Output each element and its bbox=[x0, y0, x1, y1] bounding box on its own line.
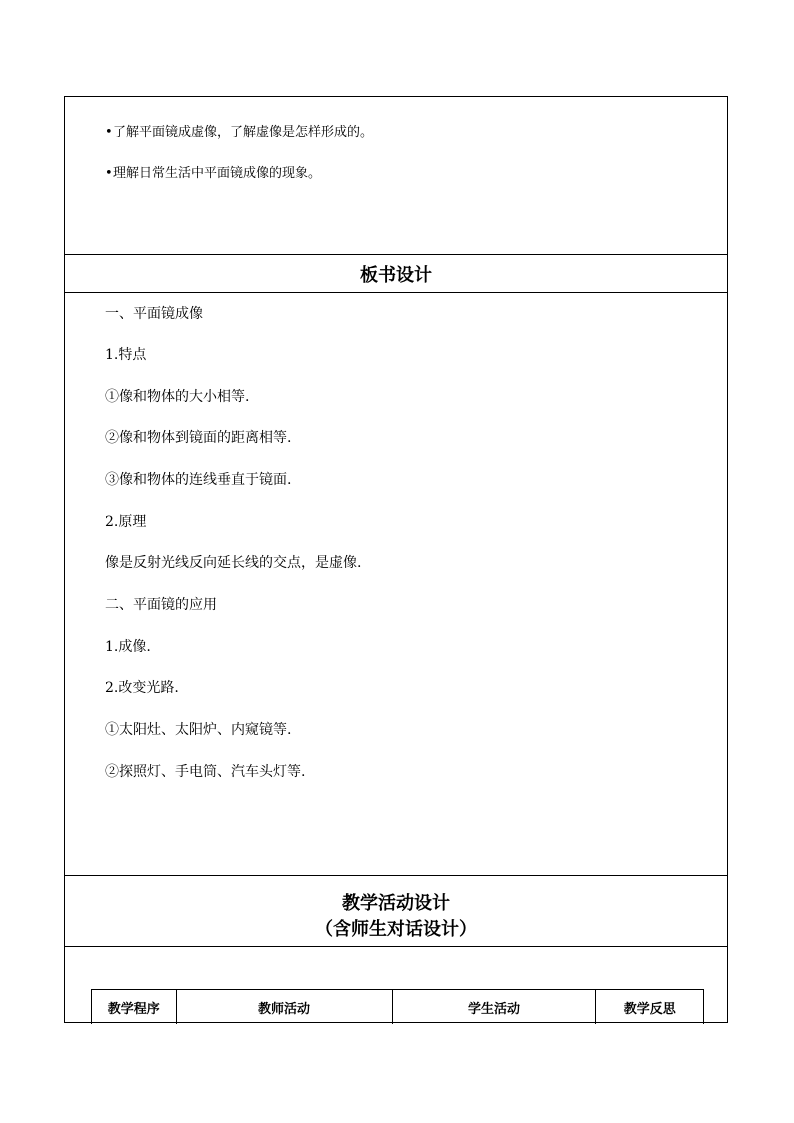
activity-design-subtitle: （含师生对话设计） bbox=[315, 919, 477, 940]
board-design-header bbox=[65, 254, 727, 293]
column-header: 教师活动 bbox=[176, 990, 392, 1025]
board-line: ①像和物体的大小相等. bbox=[105, 389, 250, 405]
board-design-title: 板书设计 bbox=[360, 265, 432, 286]
column-header: 教学程序 bbox=[92, 990, 177, 1025]
lesson-plan-table bbox=[64, 96, 728, 1023]
board-line: 1.特点 bbox=[105, 347, 147, 363]
board-design-body bbox=[65, 293, 727, 876]
board-line: ②探照灯、手电筒、汽车头灯等. bbox=[105, 764, 306, 780]
activity-design-header bbox=[65, 876, 727, 947]
activity-table-header-row bbox=[92, 990, 704, 1025]
board-line: ③像和物体的连线垂直于镜面. bbox=[105, 472, 292, 488]
board-line: ②像和物体到镜面的距离相等. bbox=[105, 430, 292, 446]
board-line: 2.改变光路. bbox=[105, 680, 179, 696]
board-line: 二、平面镜的应用 bbox=[105, 597, 217, 613]
objectives-section bbox=[65, 97, 727, 255]
objective-item: •理解日常生活中平面镜成像的现象。 bbox=[105, 166, 322, 181]
activity-design-body bbox=[65, 947, 727, 1024]
board-line: 一、平面镜成像 bbox=[105, 306, 203, 322]
column-header: 学生活动 bbox=[392, 990, 596, 1025]
column-header: 教学反思 bbox=[596, 990, 704, 1025]
board-line: ①太阳灶、太阳炉、内窥镜等. bbox=[105, 722, 292, 738]
board-line: 1.成像. bbox=[105, 639, 151, 655]
activity-design-title: 教学活动设计 bbox=[342, 893, 450, 914]
activity-table bbox=[91, 989, 704, 1024]
board-line: 像是反射光线反向延长线的交点，是虚像. bbox=[105, 555, 362, 571]
board-line: 2.原理 bbox=[105, 514, 147, 530]
objective-item: •了解平面镜成虚像，了解虚像是怎样形成的。 bbox=[105, 125, 374, 140]
